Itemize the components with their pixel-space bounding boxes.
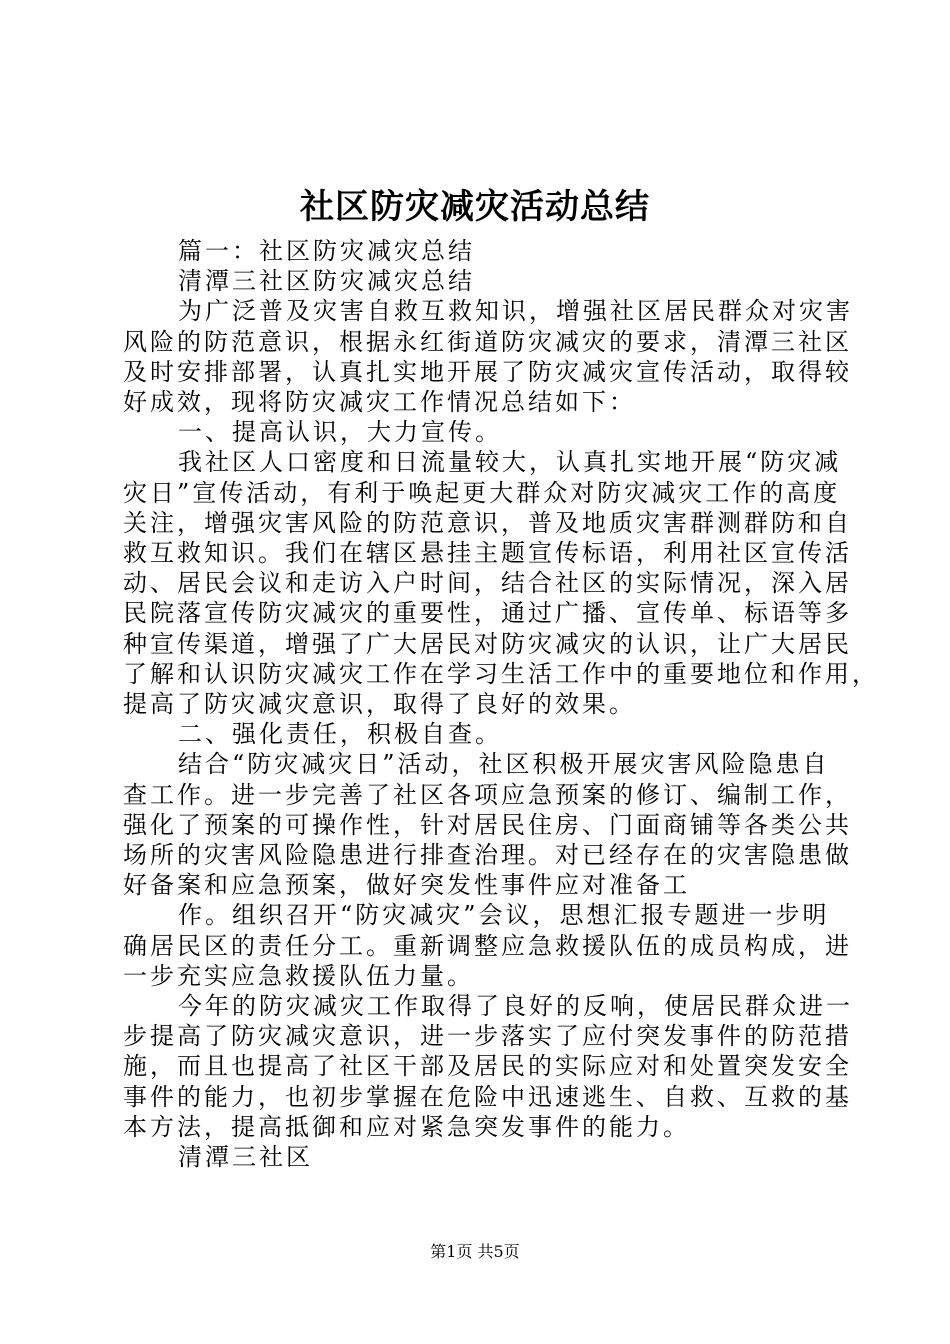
body-line: 作。组织召开“防灾减灾”会议，思想汇报专题进一步明 <box>178 901 830 930</box>
body-line: 救互救知识。我们在辖区悬挂主题宣传标语，利用社区宣传活 <box>123 539 852 568</box>
body-line: 清潭三社区 <box>178 1143 313 1172</box>
body-line: 灾日”宣传活动，有利于唤起更大群众对防灾减灾工作的高度 <box>123 478 841 507</box>
body-line: 事件的能力，也初步掌握在危险中迅速逃生、自救、互救的基 <box>123 1082 852 1111</box>
body-line: 查工作。进一步完善了社区各项应急预案的修订、编制工作， <box>123 780 852 809</box>
body-line: 动、居民会议和走访入户时间，结合社区的实际情况，深入居 <box>123 569 852 598</box>
body-line: 了解和认识防灾减灾工作在学习生活工作中的重要地位和作用， <box>123 659 879 688</box>
body-line: 风险的防范意识，根据永红街道防灾减灾的要求，清潭三社区 <box>123 327 852 356</box>
document-body <box>123 236 879 1172</box>
body-line: 提高了防灾减灾意识，取得了良好的效果。 <box>123 690 636 719</box>
body-line: 二、强化责任，积极自查。 <box>178 720 502 749</box>
page-number-footer: 第1页 共5页 <box>430 1242 520 1261</box>
body-line: 施，而且也提高了社区干部及居民的实际应对和处置突发安全 <box>123 1052 852 1081</box>
body-line: 确居民区的责任分工。重新调整应急救援队伍的成员构成，进 <box>123 931 852 960</box>
body-line: 民院落宣传防灾减灾的重要性，通过广播、宣传单、标语等多 <box>123 599 852 628</box>
body-line: 及时安排部署，认真扎实地开展了防灾减灾宣传活动，取得较 <box>123 357 852 386</box>
body-line: 强化了预案的可操作性，针对居民住房、门面商铺等各类公共 <box>123 810 852 839</box>
body-line: 结合“防灾减灾日”活动，社区积极开展灾害风险隐患自 <box>178 750 830 779</box>
body-line: 好备案和应急预案，做好突发性事件应对准备工 <box>123 871 690 900</box>
body-line: 一、提高认识，大力宣传。 <box>178 418 502 447</box>
body-line: 步提高了防灾减灾意识，进一步落实了应付突发事件的防范措 <box>123 1022 852 1051</box>
body-line: 篇一：社区防灾减灾总结 <box>178 237 475 265</box>
document-title: 社区防灾减灾活动总结 <box>300 187 650 227</box>
body-line: 一步充实应急救援队伍力量。 <box>123 961 474 990</box>
body-line: 今年的防灾减灾工作取得了良好的反响，使居民群众进一 <box>178 992 853 1021</box>
body-line: 种宣传渠道，增强了广大居民对防灾减灾的认识，让广大居民 <box>123 629 852 658</box>
body-line: 关注，增强灾害风险的防范意识，普及地质灾害群测群防和自 <box>123 508 852 537</box>
body-line: 场所的灾害风险隐患进行排查治理。对已经存在的灾害隐患做 <box>123 841 852 870</box>
body-line: 我社区人口密度和日流量较大，认真扎实地开展“防灾减 <box>178 448 842 477</box>
body-line: 本方法，提高抵御和应对紧急突发事件的能力。 <box>123 1112 690 1141</box>
body-line: 清潭三社区防灾减灾总结 <box>178 267 475 296</box>
body-line: 好成效，现将防灾减灾工作情况总结如下： <box>123 388 636 417</box>
body-line: 为广泛普及灾害自救互救知识，增强社区居民群众对灾害 <box>178 297 853 326</box>
